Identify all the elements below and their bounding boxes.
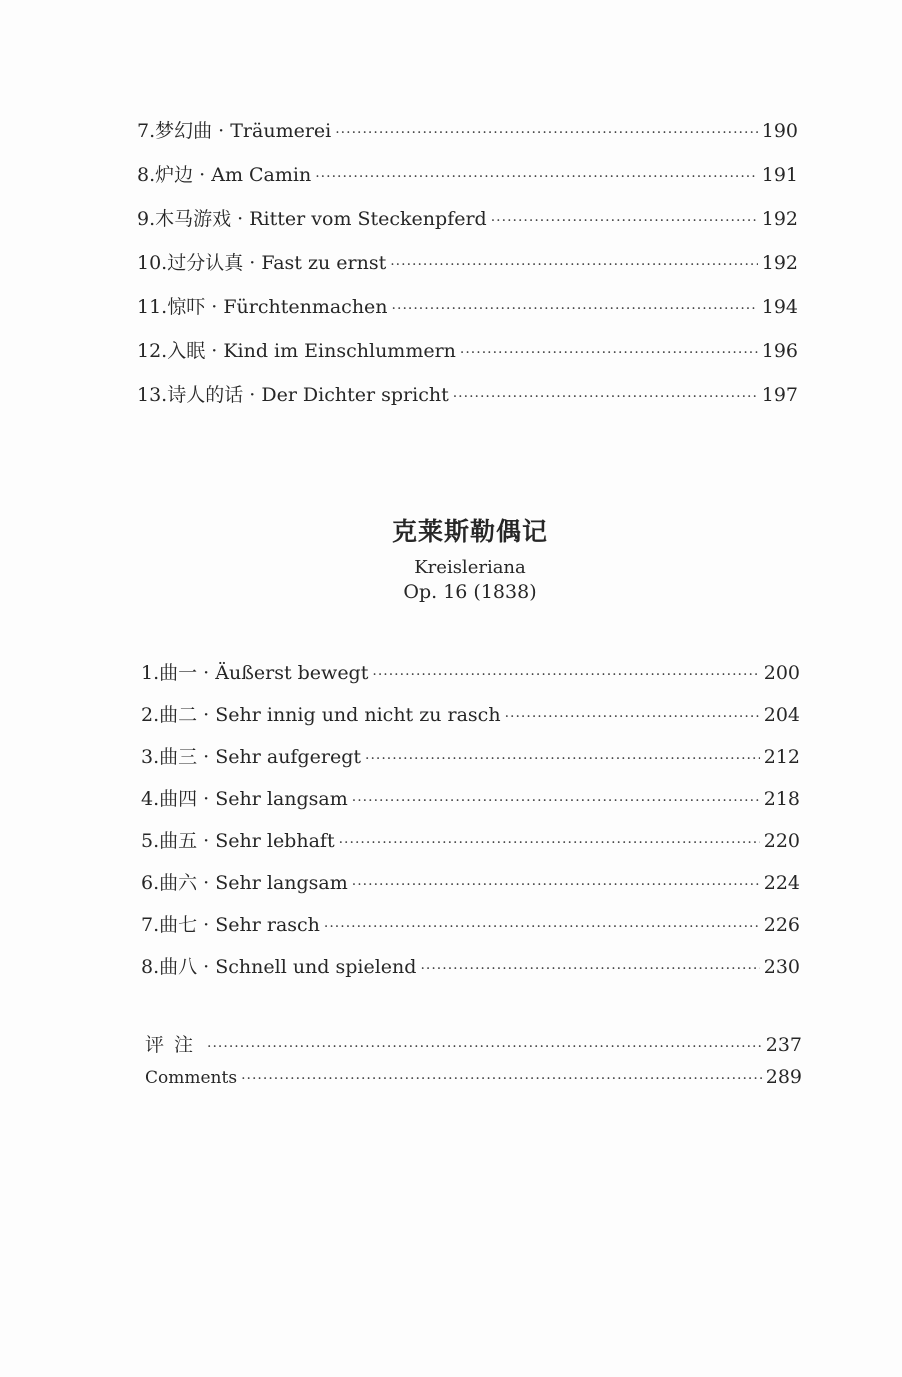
toc-entry-label: 5.曲五 · Sehr lebhaft xyxy=(141,830,335,852)
section-title-german: Kreisleriana xyxy=(414,557,526,578)
toc-dot-leader xyxy=(460,336,758,370)
toc-entry xyxy=(141,740,800,782)
toc-entry xyxy=(137,290,798,334)
toc-page-number: 224 xyxy=(763,872,800,894)
section-opus-number: Op. 16 (1838) xyxy=(403,581,537,603)
toc-entry xyxy=(141,950,800,992)
toc-entry-label: 1.曲一 · Äußerst bewegt xyxy=(141,662,369,684)
toc-dot-leader xyxy=(491,204,758,238)
toc-entry xyxy=(141,698,800,740)
toc-entry-label: 评注 xyxy=(145,1034,204,1056)
toc-dot-leader xyxy=(339,826,760,860)
toc-page-number: 194 xyxy=(761,296,798,318)
toc-page-number: 196 xyxy=(761,340,798,362)
toc-page-number: 289 xyxy=(765,1066,802,1088)
toc-dot-leader xyxy=(352,784,760,818)
toc-entry-label: 7.曲七 · Sehr rasch xyxy=(141,914,320,936)
toc-entry xyxy=(141,908,800,950)
toc-entry-notes-en xyxy=(145,1060,802,1092)
toc-dot-leader xyxy=(241,1062,762,1096)
toc-list-notes xyxy=(145,1028,802,1092)
toc-dot-leader xyxy=(352,868,760,902)
toc-entry xyxy=(137,114,798,158)
toc-dot-leader xyxy=(335,116,758,150)
toc-entry-label: 12.入眠 · Kind im Einschlummern xyxy=(137,340,456,362)
toc-page-number: 192 xyxy=(761,252,798,274)
toc-dot-leader xyxy=(324,910,760,944)
toc-page-number: 226 xyxy=(763,914,800,936)
toc-page-number: 212 xyxy=(763,746,800,768)
toc-page-number: 191 xyxy=(761,164,798,186)
toc-page-number: 218 xyxy=(763,788,800,810)
toc-dot-leader xyxy=(420,952,759,986)
toc-page-number: 192 xyxy=(761,208,798,230)
toc-entry-label: 7.梦幻曲 · Träumerei xyxy=(137,120,332,142)
toc-entry xyxy=(137,158,798,202)
toc-entry-label: 3.曲三 · Sehr aufgeregt xyxy=(141,746,361,768)
toc-entry xyxy=(141,824,800,866)
toc-entry xyxy=(141,656,800,698)
toc-page-number: 197 xyxy=(761,384,798,406)
section-title-chinese: 克莱斯勒偶记 xyxy=(391,517,548,546)
toc-page-number: 200 xyxy=(763,662,800,684)
toc-entry xyxy=(137,334,798,378)
toc-entry xyxy=(137,378,798,422)
toc-entry xyxy=(137,202,798,246)
toc-dot-leader xyxy=(365,742,760,776)
toc-list-scenes-from-childhood xyxy=(137,114,798,422)
toc-entry-label: 8.曲八 · Schnell und spielend xyxy=(141,956,417,978)
toc-entry-label: 10.过分认真 · Fast zu ernst xyxy=(137,252,387,274)
toc-page-number: 220 xyxy=(763,830,800,852)
toc-dot-leader xyxy=(453,380,758,414)
toc-list-kreisleriana xyxy=(141,656,800,992)
toc-entry-label: 13.诗人的话 · Der Dichter spricht xyxy=(137,384,449,406)
toc-entry xyxy=(137,246,798,290)
toc-entry-label: 9.木马游戏 · Ritter vom Steckenpferd xyxy=(137,208,487,230)
toc-dot-leader xyxy=(392,292,758,326)
toc-page-number: 237 xyxy=(765,1034,802,1056)
toc-page-number: 204 xyxy=(763,704,800,726)
toc-entry xyxy=(141,866,800,908)
toc-dot-leader xyxy=(315,160,758,194)
toc-entry-label: Comments xyxy=(145,1068,238,1088)
toc-entry-label: 8.炉边 · Am Camin xyxy=(137,164,312,186)
toc-entry xyxy=(141,782,800,824)
toc-entry-label: 2.曲二 · Sehr innig und nicht zu rasch xyxy=(141,704,501,726)
toc-page-number: 230 xyxy=(763,956,800,978)
toc-entry-label: 6.曲六 · Sehr langsam xyxy=(141,872,348,894)
toc-page-number: 190 xyxy=(761,120,798,142)
toc-entry-label: 11.惊吓 · Fürchtenmachen xyxy=(137,296,388,318)
toc-dot-leader xyxy=(390,248,758,282)
toc-dot-leader xyxy=(505,700,760,734)
toc-entry-notes-zh xyxy=(145,1028,802,1060)
toc-entry-label: 4.曲四 · Sehr langsam xyxy=(141,788,348,810)
toc-dot-leader xyxy=(372,658,759,692)
toc-dot-leader xyxy=(207,1030,762,1064)
